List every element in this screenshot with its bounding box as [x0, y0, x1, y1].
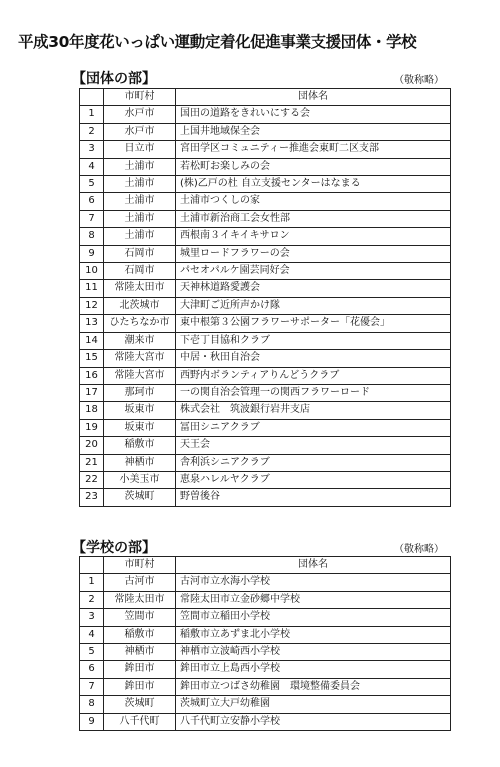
row-name: 一の関自治会管理一の関西フラワーロード	[176, 384, 451, 401]
table-row	[80, 263, 451, 280]
row-name: 鉾田市立上島西小学校	[176, 661, 451, 678]
row-number: 11	[80, 280, 104, 297]
row-name: 冨田シニアクラブ	[176, 419, 451, 436]
row-number: 4	[80, 626, 104, 643]
row-number: 5	[80, 644, 104, 661]
row-city: 茨城町	[104, 489, 176, 506]
row-number: 20	[80, 437, 104, 454]
row-number: 2	[80, 591, 104, 608]
header-name: 団体名	[176, 89, 451, 106]
table-row	[80, 106, 451, 123]
row-city: 神栖市	[104, 644, 176, 661]
row-number: 4	[80, 158, 104, 175]
row-number: 7	[80, 678, 104, 695]
row-name: 若松町お楽しみの会	[176, 158, 451, 175]
table-row	[80, 228, 451, 245]
row-number: 12	[80, 297, 104, 314]
groups-section-header	[72, 68, 452, 88]
table-row	[80, 471, 451, 488]
row-city: 土浦市	[104, 228, 176, 245]
groups-honorific-note: （敬称略）	[394, 75, 444, 86]
row-name: 国田の道路をきれいにする会	[176, 106, 451, 123]
table-row	[80, 350, 451, 367]
row-city: 小美玉市	[104, 471, 176, 488]
row-name: 西野内ボランティアりんどうクラブ	[176, 367, 451, 384]
groups-section-title: 【団体の部】	[72, 71, 156, 87]
table-row	[80, 419, 451, 436]
table-row	[80, 367, 451, 384]
row-city: 土浦市	[104, 210, 176, 227]
row-city: ひたちなか市	[104, 315, 176, 332]
table-row	[80, 158, 451, 175]
row-number: 8	[80, 696, 104, 713]
table-row	[80, 489, 451, 506]
table-row	[80, 626, 451, 643]
row-city: 八千代町	[104, 713, 176, 730]
row-name: 天王会	[176, 437, 451, 454]
row-number: 9	[80, 245, 104, 262]
table-row	[80, 454, 451, 471]
schools-honorific-note: （敬称略）	[394, 544, 444, 555]
row-number: 14	[80, 332, 104, 349]
row-name: 八千代町立安静小学校	[176, 713, 451, 730]
row-name: 古河市立水海小学校	[176, 574, 451, 591]
row-name: 土浦市つくしの家	[176, 193, 451, 210]
table-row	[80, 713, 451, 730]
row-city: 稲敷市	[104, 626, 176, 643]
row-number: 3	[80, 609, 104, 626]
row-name: 城里ロードフラワーの会	[176, 245, 451, 262]
row-city: 水戸市	[104, 106, 176, 123]
row-city: 常陸大宮市	[104, 350, 176, 367]
row-city: 坂東市	[104, 419, 176, 436]
row-city: 鉾田市	[104, 661, 176, 678]
row-city: 常陸太田市	[104, 280, 176, 297]
table-row	[80, 678, 451, 695]
row-number: 6	[80, 661, 104, 678]
row-number: 9	[80, 713, 104, 730]
row-number: 10	[80, 263, 104, 280]
row-number: 13	[80, 315, 104, 332]
table-row	[80, 280, 451, 297]
row-name: 上国井地域保全会	[176, 123, 451, 140]
row-number: 16	[80, 367, 104, 384]
row-city: 水戸市	[104, 123, 176, 140]
header-city: 市町村	[104, 557, 176, 574]
table-row	[80, 437, 451, 454]
table-row	[80, 176, 451, 193]
row-name: 舎利浜シニアクラブ	[176, 454, 451, 471]
row-number: 22	[80, 471, 104, 488]
document-title: 平成30年度花いっぱい運動定着化促進事業支援団体・学校	[18, 33, 417, 51]
row-number: 17	[80, 384, 104, 401]
schools-table	[79, 556, 451, 731]
table-row	[80, 661, 451, 678]
schools-section-header	[72, 537, 452, 557]
table-row	[80, 315, 451, 332]
row-city: 神栖市	[104, 454, 176, 471]
table-row	[80, 193, 451, 210]
table-row	[80, 384, 451, 401]
table-row	[80, 644, 451, 661]
groups-table-header	[80, 89, 451, 106]
groups-table	[79, 88, 451, 507]
row-city: 北茨城市	[104, 297, 176, 314]
row-number: 5	[80, 176, 104, 193]
row-number: 8	[80, 228, 104, 245]
row-name: 土浦市新治商工会女性部	[176, 210, 451, 227]
row-number: 7	[80, 210, 104, 227]
row-name: 西根南３イキイキサロン	[176, 228, 451, 245]
row-city: 常陸大宮市	[104, 367, 176, 384]
row-number: 3	[80, 141, 104, 158]
table-row	[80, 332, 451, 349]
table-row	[80, 245, 451, 262]
table-row	[80, 297, 451, 314]
row-number: 15	[80, 350, 104, 367]
row-city: 常陸太田市	[104, 591, 176, 608]
row-number: 6	[80, 193, 104, 210]
table-row	[80, 402, 451, 419]
row-city: 石岡市	[104, 263, 176, 280]
table-row	[80, 123, 451, 140]
header-no	[80, 557, 104, 574]
row-city: 古河市	[104, 574, 176, 591]
row-city: 稲敷市	[104, 437, 176, 454]
row-city: 日立市	[104, 141, 176, 158]
row-name: 茨城町立大戸幼稚園	[176, 696, 451, 713]
row-number: 19	[80, 419, 104, 436]
row-name: パセオパルケ園芸同好会	[176, 263, 451, 280]
header-city: 市町村	[104, 89, 176, 106]
row-name: 中居・秋田自治会	[176, 350, 451, 367]
row-name: 笠間市立稲田小学校	[176, 609, 451, 626]
row-name: 常陸太田市立金砂郷中学校	[176, 591, 451, 608]
row-city: 那珂市	[104, 384, 176, 401]
row-name: (株)乙戸の杜 自立支援センターはなまる	[176, 176, 451, 193]
row-city: 土浦市	[104, 158, 176, 175]
row-number: 23	[80, 489, 104, 506]
row-city: 茨城町	[104, 696, 176, 713]
row-name: 鉾田市立つばさ幼稚園 環境整備委員会	[176, 678, 451, 695]
row-number: 21	[80, 454, 104, 471]
schools-section-title: 【学校の部】	[72, 540, 156, 556]
row-name: 神栖市立波崎西小学校	[176, 644, 451, 661]
row-city: 潮来市	[104, 332, 176, 349]
table-row	[80, 696, 451, 713]
table-row	[80, 591, 451, 608]
row-name: 恵泉ハレルヤクラブ	[176, 471, 451, 488]
row-city: 土浦市	[104, 176, 176, 193]
row-name: 宮田学区コミュニティー推進会東町二区支部	[176, 141, 451, 158]
row-name: 東中根第３公園フラワーサポーター「花優会」	[176, 315, 451, 332]
header-no	[80, 89, 104, 106]
row-number: 18	[80, 402, 104, 419]
table-row	[80, 609, 451, 626]
row-city: 鉾田市	[104, 678, 176, 695]
row-city: 坂東市	[104, 402, 176, 419]
row-number: 1	[80, 106, 104, 123]
row-name: 天神林道路愛護会	[176, 280, 451, 297]
schools-table-header	[80, 557, 451, 574]
row-name: 下壱丁目協和クラブ	[176, 332, 451, 349]
row-name: 野曽後谷	[176, 489, 451, 506]
row-number: 1	[80, 574, 104, 591]
header-name: 団体名	[176, 557, 451, 574]
table-row	[80, 141, 451, 158]
row-city: 石岡市	[104, 245, 176, 262]
row-number: 2	[80, 123, 104, 140]
row-name: 稲敷市立あずま北小学校	[176, 626, 451, 643]
table-row	[80, 210, 451, 227]
row-city: 笠間市	[104, 609, 176, 626]
row-city: 土浦市	[104, 193, 176, 210]
row-name: 株式会社 筑波銀行岩井支店	[176, 402, 451, 419]
table-row	[80, 574, 451, 591]
row-name: 大津町ご近所声かけ隊	[176, 297, 451, 314]
